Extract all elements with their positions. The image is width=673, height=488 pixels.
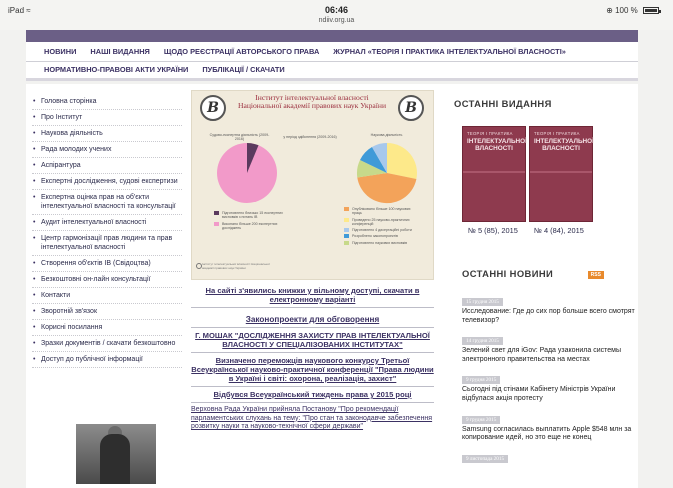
divider: [191, 352, 434, 353]
latest-news-header: [462, 264, 637, 282]
news-item[interactable]: [462, 408, 637, 443]
sidebar-menu: [32, 94, 182, 368]
battery-indicator: [606, 6, 659, 15]
sidebar-photo[interactable]: [76, 424, 156, 484]
legend-row: [214, 222, 284, 231]
institute-logo-left: B: [200, 95, 226, 121]
middle-caption: у період здійснення (2009-2016): [283, 135, 337, 139]
news-date: 9 грудня 2015: [462, 416, 500, 424]
legend-swatch: [344, 218, 349, 222]
sidebar-item-document-templates[interactable]: • Зразки документів / скачати безкоштовно: [32, 336, 182, 352]
news-item[interactable]: [462, 447, 637, 465]
news-link-moshak-book[interactable]: Г. МОШАК "ДОСЛІДЖЕННЯ ЗАХИСТУ ПРАВ ІНТЕЛЕКТУАЛЬНОЇ ВЛАСНОСТІ У СПЕЦІАЛІЗОВАНИХ ІНСТИТУТАХ": [195, 331, 430, 349]
ios-status-bar: [0, 0, 673, 30]
book-title: ІНТЕЛЕКТУАЛЬНОЇ ВЛАСНОСТІ: [534, 138, 594, 152]
legend-swatch: [344, 207, 349, 211]
legend-swatch: [344, 228, 349, 232]
battery-icon: [643, 7, 659, 14]
photo-figure-body: [100, 434, 130, 484]
infographic-banner[interactable]: [191, 90, 434, 280]
legend-label: Підготовлено 4 дисертаційні роботи: [352, 228, 412, 233]
book-title: ІНТЕЛЕКТУАЛЬНОЇ ВЛАСНОСТІ: [467, 138, 527, 152]
sidebar-item-useful-links[interactable]: • Корисні посилання: [32, 320, 182, 336]
nav-bottom-border: [26, 78, 638, 81]
news-date: 15 грудня 2015: [462, 298, 503, 306]
right-column: [454, 98, 635, 462]
sidebar-item-expert-evaluation[interactable]: • Експертна оцінка прав на об'єкти інтелектуальної власності та консультації: [32, 190, 182, 215]
legend-row: [344, 228, 418, 232]
sidebar-item-ip-audit[interactable]: • Аудит інтелектуальної власності: [32, 215, 182, 231]
journal-cover-84[interactable]: [529, 126, 593, 222]
journal-cover-85[interactable]: [462, 126, 526, 222]
book-stripe: [463, 171, 525, 173]
wifi-icon: ≈: [26, 6, 31, 15]
news-item[interactable]: [462, 368, 637, 403]
sidebar-item-feedback[interactable]: • Зворотній зв'язок: [32, 304, 182, 320]
nav-divider: [26, 61, 638, 62]
legend-row: [214, 211, 284, 220]
sidebar-item-home[interactable]: • Головна сторінка: [32, 94, 182, 110]
legend-label: Підготовлено наукових висновків: [352, 240, 408, 245]
nav-journal[interactable]: ЖУРНАЛ «ТЕОРІЯ І ПРАКТИКА ІНТЕЛЕКТУАЛЬНОЇ ВЛАСНОСТІ»: [333, 47, 566, 56]
nav-publications[interactable]: НАШІ ВИДАННЯ: [90, 47, 150, 56]
right-pie-caption: Наукова діяльність: [370, 133, 403, 137]
page-content: [26, 84, 638, 488]
legend-row: [344, 234, 418, 238]
news-link-free-books[interactable]: На сайті з'явились книжки у вільному доступі, скачати в електронному варіанті: [205, 286, 420, 304]
sidebar-item-expert-studies[interactable]: • Експертні дослідження, судові експертизи: [32, 174, 182, 190]
right-pie-slice-yellow: [387, 143, 417, 179]
nav-row-primary: [44, 47, 566, 56]
news-date: 14 грудня 2015: [462, 337, 503, 345]
divider: [191, 307, 434, 308]
legend-swatch: [214, 222, 219, 226]
sidebar-item-ip-creation[interactable]: • Створення об'єктів ІВ (Свідоцтва): [32, 256, 182, 272]
sidebar-item-research[interactable]: • Наукова діяльність: [32, 126, 182, 142]
book-stripe: [530, 171, 592, 173]
news-link-draft-laws[interactable]: Законопроекти для обговорення: [245, 315, 380, 324]
legend-label: Виконано більше 200 експертних досліджень: [222, 221, 278, 230]
orientation-lock-icon: ⊕: [606, 6, 613, 15]
divider: [191, 327, 434, 328]
legend-row: [344, 218, 418, 227]
legend-label: Проведено 25 науково-практичних конференцій: [352, 217, 410, 226]
nav-downloads[interactable]: ПУБЛІКАЦІЇ / СКАЧАТИ: [202, 65, 285, 74]
latest-news-section: [462, 264, 637, 465]
legend-row: [344, 207, 418, 216]
news-text[interactable]: Зелений свет для iGov: Рада узаконила системы электронного правительства на местах: [462, 347, 621, 363]
right-pie: [357, 143, 417, 203]
legend-label: Підготовлено близько 15 експертних висновків з питань ІВ: [222, 211, 283, 220]
news-text[interactable]: Исследование: Где до сих пор больше всего смотрят телевизор?: [462, 308, 635, 324]
right-pie-legend: [344, 207, 418, 247]
right-pie-slice-orange: [357, 173, 416, 203]
nav-legal-acts[interactable]: НОРМАТИВНО-ПРАВОВІ АКТИ УКРАЇНИ: [44, 65, 189, 74]
legend-swatch: [344, 241, 349, 245]
news-item[interactable]: [462, 329, 637, 364]
news-link-rada-resolution[interactable]: Верховна Рада України прийняла Постанову "Про рекомендації парламентських слухань на тему: "Про стан та законодавче забезпечення розвитку науки та науково-технічної сфери держави": [191, 406, 433, 431]
infographic-pies: [192, 91, 435, 281]
book-series: ТЕОРІЯ І ПРАКТИКА: [534, 131, 580, 136]
sidebar-item-postgraduate[interactable]: • Аспірантура: [32, 158, 182, 174]
device-name: iPad: [8, 6, 25, 15]
divider: [191, 402, 434, 403]
nav-copyright-registration[interactable]: ЩОДО РЕЄСТРАЦІЇ АВТОРСЬКОГО ПРАВА: [163, 47, 320, 56]
header-band: [26, 30, 638, 42]
news-link-contest-winners[interactable]: Визначено переможців наукового конкурсу Третьої Всеукраїнської науково-практичної конференції "Права людини в Україні і світі: охорона, реалізація, захист": [191, 356, 434, 383]
divider: [191, 386, 434, 387]
legend-row: [344, 241, 418, 245]
book-series: ТЕОРІЯ І ПРАКТИКА: [467, 131, 513, 136]
sidebar-item-about[interactable]: • Про Інститут: [32, 110, 182, 126]
sidebar-item-free-consultations[interactable]: • Безкоштовні он-лайн консультації: [32, 272, 182, 288]
nav-row-secondary: [44, 65, 285, 74]
banner-title: Інститут інтелектуальної власності Національної академії правових наук України: [237, 93, 387, 110]
left-pie: [217, 143, 277, 203]
latest-editions-title: ОСТАННІ ВИДАННЯ: [454, 98, 552, 109]
journal-caption-85[interactable]: № 5 (85), 2015: [468, 226, 518, 235]
news-item[interactable]: [462, 290, 637, 325]
news-date: 9 грудня 2015: [462, 376, 500, 384]
institute-logo-right: B: [398, 95, 424, 121]
news-link-law-week[interactable]: Відбувся Всеукраїнський тиждень права у 2015 році: [213, 390, 412, 399]
journal-caption-84[interactable]: № 4 (84), 2015: [534, 226, 584, 235]
sidebar-item-contacts[interactable]: • Контакти: [32, 288, 182, 304]
main-navigation: [26, 42, 638, 78]
legend-label: Розроблено законопроектів: [352, 234, 398, 239]
battery-percent: 100 %: [615, 6, 638, 15]
news-date: 9 листопада 2015: [462, 455, 508, 463]
left-pie-caption: Судово-експертна діяльність (2009-2016): [209, 133, 270, 141]
center-column: [191, 90, 434, 432]
legend-swatch: [214, 211, 219, 215]
nav-news[interactable]: НОВИНИ: [44, 47, 77, 56]
address-bar-url[interactable]: ndiiv.org.ua: [318, 17, 355, 24]
sidebar-item-young-scientists[interactable]: • Рада молодих учених: [32, 142, 182, 158]
sidebar-item-harmonization-center[interactable]: • Центр гармонізації прав людини та прав інтелектуальної власності: [32, 231, 182, 256]
left-pie-legend: [214, 211, 284, 232]
news-text[interactable]: Samsung согласилась выплатить Apple $548 млн за копирование идей, но это еще не конец: [462, 425, 632, 442]
sidebar-item-public-info[interactable]: • Доступ до публічної інформації: [32, 352, 182, 368]
banner-footer: Інститут інтелектуальної власності Національної академії правових наук України: [202, 262, 270, 270]
latest-news-title: ОСТАННІ НОВИНИ: [462, 268, 554, 279]
news-text[interactable]: Сьогодні під стінами Кабінету Міністрів України відбулася акція протесту: [462, 386, 616, 402]
clock: 06:46: [324, 5, 349, 15]
legend-swatch: [344, 234, 349, 238]
legend-label: Опубліковано більше 100 наукових праць: [352, 207, 411, 216]
rss-icon[interactable]: RSS: [588, 271, 604, 279]
